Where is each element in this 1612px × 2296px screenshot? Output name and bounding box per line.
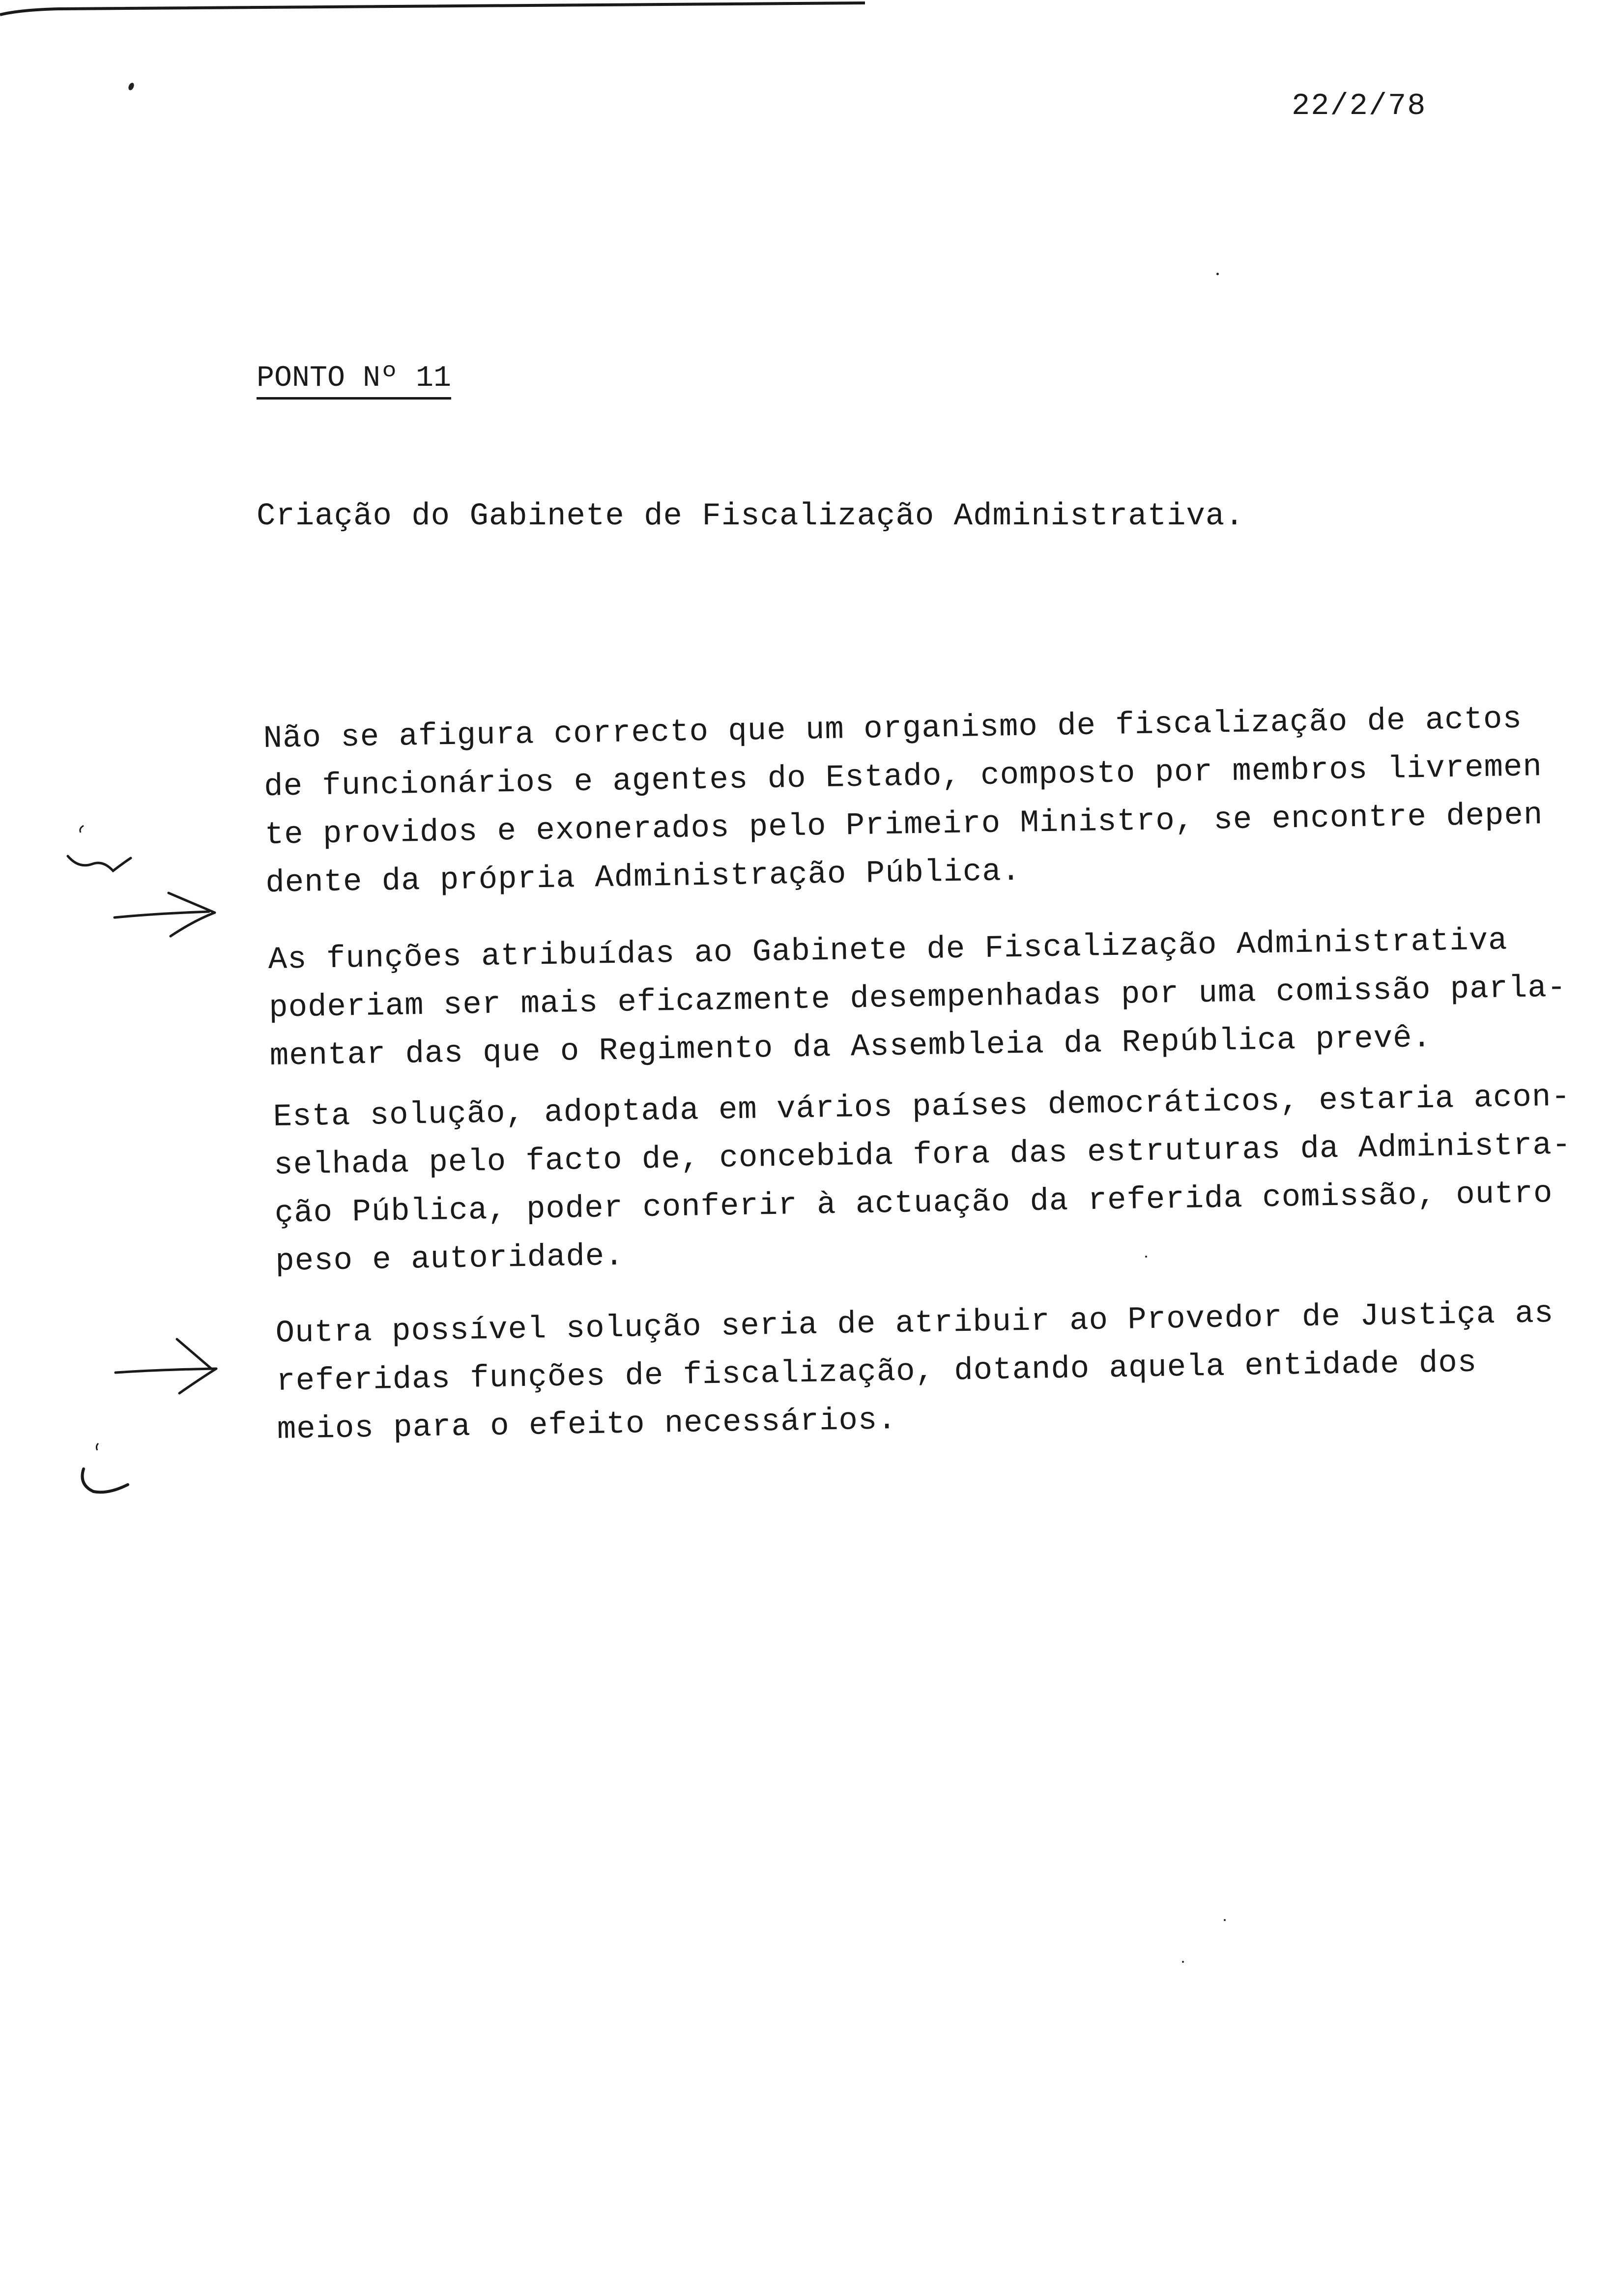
ink-speck [1182,1961,1184,1963]
ink-speck [127,82,135,91]
ink-speck [1216,273,1219,275]
paragraph-line: ção Pública, poder conferir à actuação da referida comissão, outro [274,1176,1553,1232]
paragraph-line: Não se afigura correcto que um organismo de fiscalização de actos [263,701,1523,757]
paragraph-line: dente da própria Administração Pública. [265,854,1021,901]
paragraph-line: te providos e exonerados pelo Primeiro Ministro, se encontre depen [264,798,1543,853]
paragraph-line: de funcionários e agentes do Estado, composto por membros livremen [263,749,1543,805]
paragraph-line: Outra possível solução seria de atribuir ao Provedor de Justiça as [275,1296,1554,1351]
top-edge-rule [0,0,865,20]
arrow-right-icon [111,882,224,941]
paragraph-line: meios para o efeito necessários. [277,1403,897,1448]
arrow-right-icon [111,1334,224,1398]
paragraph-1 [263,695,1544,908]
paragraph-line: peso e autoridade. [275,1238,625,1280]
paragraph-line: mentar das que o Regimento da Assembleia da República prevê. [269,1020,1432,1074]
paragraph-line: Esta solução, adoptada em vários países democráticos, estaria acon- [273,1079,1571,1135]
ink-speck [1224,1919,1226,1921]
paragraph-line: selhada pelo facto de, concebida fora das estruturas da Administra- [273,1127,1572,1183]
paragraph-2 [268,916,1568,1081]
document-date: 22/2/78 [1292,88,1427,123]
paragraph-3 [273,1073,1573,1286]
paragraph-line: referidas funções de fiscalização, dotando aquela entidade dos [276,1345,1477,1400]
subject-title: Criação do Gabinete de Fiscalização Administrativa. [257,499,1244,534]
paragraph-4 [275,1290,1555,1454]
paragraph-line: As funções atribuídas ao Gabinete de Fiscalização Administrativa [268,923,1508,978]
point-heading: PONTO Nº 11 [257,364,451,400]
smile-mark-icon [74,1437,133,1501]
smile-mark-icon [64,811,138,885]
paragraph-line: poderiam ser mais eficazmente desempenhadas por uma comissão parla- [268,970,1567,1026]
